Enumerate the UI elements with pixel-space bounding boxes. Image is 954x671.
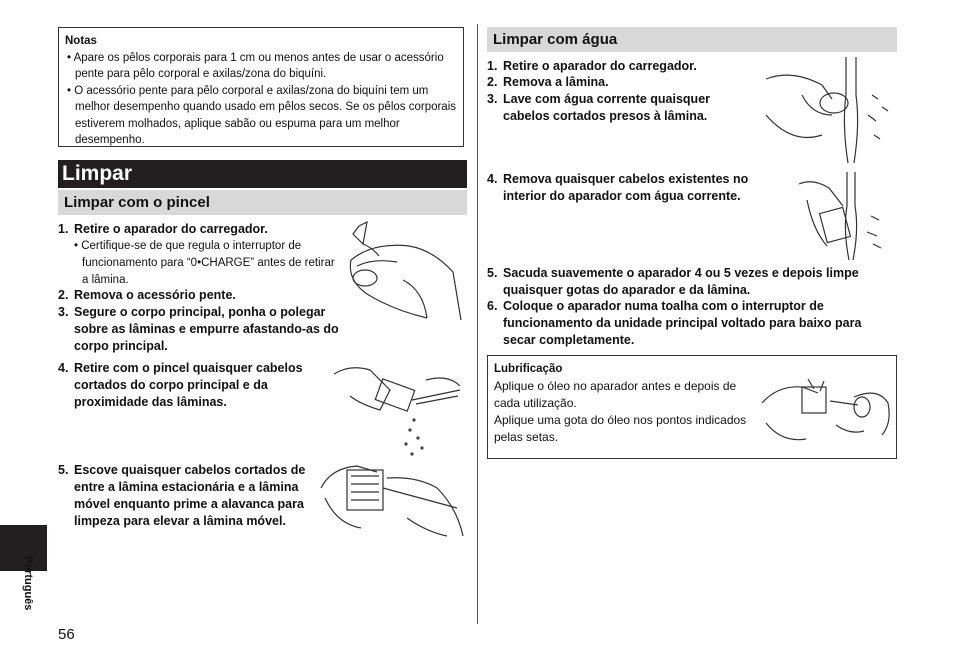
illustration-oil [758,373,892,453]
illustration-brush-clean [330,360,465,460]
left-step-3: 3. Segure o corpo principal, ponha o polegar sobre as lâminas e empurre afastando-as do corpo principal. [58,305,339,353]
left-step-1-note: • Certifique-se de que regula o interruptor de funcionamento para “0•CHARGE” antes de retirar a lâmina. [74,240,335,286]
illustration-remove-blade [343,220,465,330]
illustration-lever-clean [317,458,465,540]
illustration-rinse-trimmer [793,170,893,262]
notes-box [58,27,464,147]
left-step-2: 2. Remova o acessório pente. [58,288,236,302]
left-step-4: 4. Retire com o pincel quaisquer cabelos cortados do corpo principal e da proximidade das lâminas. [58,361,303,409]
left-subtitle: Limpar com o pincel [58,190,467,215]
right-step-5: 5. Sacuda suavemente o aparador 4 ou 5 vezes e depois limpe quaisquer gotas do aparador e da lâmina. [487,266,859,297]
right-step-6: 6. Coloque o aparador numa toalha com o interruptor de funcionamento da unidade principal voltado para baixo para secar completamente. [487,299,862,347]
lubrication-line-1: Aplique o óleo no aparador antes e depois de cada utilização. [494,379,737,410]
right-subtitle: Limpar com água [487,27,897,52]
notes-item: • O acessório pente para pêlo corporal e axilas/zona do biquíni tem um melhor desempenho quando usado em pêlos secos. Se os pêlos corporais estiverem molhados, aplique sabão ou espuma para um melhor desempenho. [67,84,457,146]
lubrication-line-2: Aplique uma gota do óleo nos pontos indicados pelas setas. [494,413,747,444]
right-step-2: 2. Remova a lâmina. [487,75,609,89]
illustration-rinse-blade [762,55,900,165]
right-step-1: 1. Retire o aparador do carregador. [487,59,697,73]
page-number: 56 [58,626,75,643]
notes-item: • Apare os pêlos corporais para 1 cm ou menos antes de usar o acessório pente para pêlo corporal e axilas/zona do biquíni. [67,51,444,80]
column-divider [477,24,478,624]
lubrication-title: Lubrificação [494,363,563,375]
notes-title: Notas [65,35,97,47]
section-title: Limpar [58,160,467,188]
right-step-4: 4. Remova quaisquer cabelos existentes no interior do aparador com água corrente. [487,172,749,203]
language-label: Português [22,556,34,611]
left-step-5: 5. Escove quaisquer cabelos cortados de entre a lâmina estacionária e a lâmina móvel enquanto prime a alavanca para limpeza para elevar a lâmina móvel. [58,463,306,528]
left-step-1: 1. Retire o aparador do carregador. [58,222,268,236]
right-step-3: 3. Lave com água corrente quaisquer cabelos cortados presos à lâmina. [487,92,711,123]
